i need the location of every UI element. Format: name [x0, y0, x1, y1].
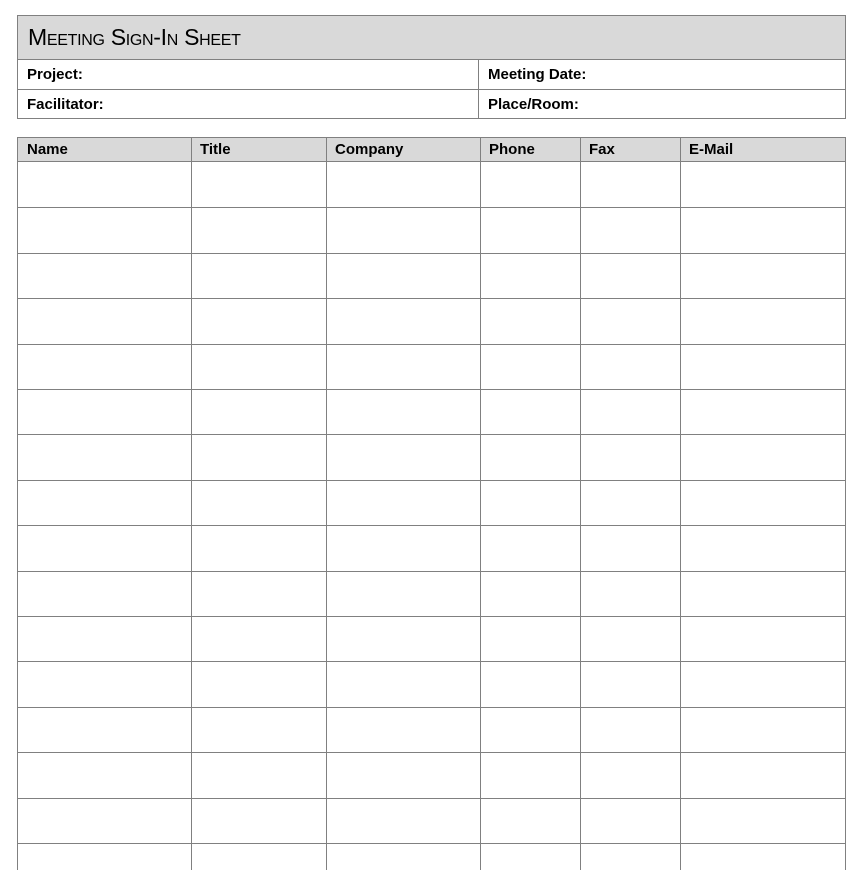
table-cell[interactable] — [18, 344, 191, 389]
place-room-label: Place/Room: — [488, 96, 579, 113]
table-cell[interactable] — [18, 843, 191, 870]
table-cell[interactable] — [326, 752, 480, 797]
table-cell[interactable] — [680, 162, 845, 207]
table-cell[interactable] — [191, 207, 326, 252]
column-header-email: E-Mail — [689, 141, 734, 158]
sign-in-table — [17, 137, 846, 870]
meeting-info-box — [17, 15, 846, 119]
table-cell[interactable] — [191, 298, 326, 343]
table-cell[interactable] — [326, 207, 480, 252]
table-cell[interactable] — [580, 616, 680, 661]
table-cell[interactable] — [191, 752, 326, 797]
column-header-fax: Fax — [589, 141, 615, 158]
table-cell[interactable] — [680, 798, 845, 843]
table-cell[interactable] — [580, 843, 680, 870]
table-cell[interactable] — [326, 616, 480, 661]
facilitator-field[interactable] — [18, 90, 479, 119]
table-cell[interactable] — [480, 298, 580, 343]
table-cell[interactable] — [580, 207, 680, 252]
column-header-row — [18, 138, 845, 162]
table-cell[interactable] — [18, 571, 191, 616]
table-cell[interactable] — [480, 253, 580, 298]
table-cell[interactable] — [480, 162, 580, 207]
table-cell[interactable] — [191, 389, 326, 434]
table-cell[interactable] — [480, 798, 580, 843]
table-cell[interactable] — [680, 344, 845, 389]
table-cell[interactable] — [326, 344, 480, 389]
meeting-date-field[interactable] — [479, 60, 845, 89]
table-cell[interactable] — [580, 707, 680, 752]
table-cell[interactable] — [580, 571, 680, 616]
title-bar — [18, 16, 845, 60]
facilitator-label: Facilitator: — [27, 96, 104, 113]
table-cell[interactable] — [480, 571, 580, 616]
table-cell[interactable] — [480, 616, 580, 661]
table-cell[interactable] — [580, 798, 680, 843]
table-cell[interactable] — [191, 162, 326, 207]
table-cell[interactable] — [580, 752, 680, 797]
table-cell[interactable] — [326, 253, 480, 298]
table-cell[interactable] — [326, 480, 480, 525]
table-cell[interactable] — [18, 253, 191, 298]
table-cell[interactable] — [18, 798, 191, 843]
table-cell[interactable] — [480, 434, 580, 479]
table-cell[interactable] — [480, 707, 580, 752]
table-cell[interactable] — [326, 434, 480, 479]
table-cell[interactable] — [480, 389, 580, 434]
table-cell[interactable] — [191, 525, 326, 570]
table-cell[interactable] — [580, 525, 680, 570]
info-row-facilitator — [18, 90, 845, 119]
table-cell[interactable] — [580, 661, 680, 706]
sheet-title: Meeting Sign-In Sheet — [28, 24, 241, 50]
table-cell[interactable] — [480, 752, 580, 797]
table-cell[interactable] — [680, 480, 845, 525]
table-cell[interactable] — [18, 707, 191, 752]
table-cell[interactable] — [680, 434, 845, 479]
table-cell[interactable] — [191, 434, 326, 479]
table-cell[interactable] — [480, 344, 580, 389]
table-cell[interactable] — [18, 434, 191, 479]
table-cell[interactable] — [191, 616, 326, 661]
table-cell[interactable] — [326, 661, 480, 706]
table-cell[interactable] — [680, 752, 845, 797]
table-cell[interactable] — [326, 843, 480, 870]
table-cell[interactable] — [18, 207, 191, 252]
table-cell[interactable] — [680, 253, 845, 298]
table-cell[interactable] — [326, 389, 480, 434]
table-cell[interactable] — [18, 752, 191, 797]
table-cell[interactable] — [680, 298, 845, 343]
table-cell[interactable] — [480, 480, 580, 525]
table-cell[interactable] — [480, 525, 580, 570]
table-cell[interactable] — [18, 389, 191, 434]
table-cell[interactable] — [680, 616, 845, 661]
table-cell[interactable] — [326, 707, 480, 752]
table-cell[interactable] — [191, 798, 326, 843]
table-cell[interactable] — [580, 480, 680, 525]
table-cell[interactable] — [326, 298, 480, 343]
table-cell[interactable] — [580, 253, 680, 298]
table-cell[interactable] — [680, 661, 845, 706]
table-cell[interactable] — [680, 571, 845, 616]
table-cell[interactable] — [580, 434, 680, 479]
column-header-name: Name — [27, 141, 68, 158]
table-cell[interactable] — [680, 389, 845, 434]
table-cell[interactable] — [191, 661, 326, 706]
project-label: Project: — [27, 66, 83, 83]
table-cell[interactable] — [480, 661, 580, 706]
table-cell[interactable] — [680, 525, 845, 570]
project-field[interactable] — [18, 60, 479, 89]
table-cell[interactable] — [580, 389, 680, 434]
table-cell[interactable] — [18, 661, 191, 706]
table-cell[interactable] — [480, 207, 580, 252]
table-cell[interactable] — [191, 843, 326, 870]
column-header-title: Title — [200, 141, 231, 158]
table-cell[interactable] — [18, 162, 191, 207]
table-cell[interactable] — [680, 207, 845, 252]
table-cell[interactable] — [680, 707, 845, 752]
info-row-project — [18, 60, 845, 90]
table-cell[interactable] — [326, 798, 480, 843]
table-cell[interactable] — [18, 298, 191, 343]
table-cell[interactable] — [326, 162, 480, 207]
table-cell[interactable] — [680, 843, 845, 870]
table-cell[interactable] — [191, 480, 326, 525]
table-cell[interactable] — [18, 616, 191, 661]
meeting-date-label: Meeting Date: — [488, 66, 587, 83]
table-cell[interactable] — [326, 571, 480, 616]
table-cell[interactable] — [191, 253, 326, 298]
column-header-phone: Phone — [489, 141, 535, 158]
table-cell[interactable] — [18, 480, 191, 525]
table-cell[interactable] — [580, 344, 680, 389]
table-cell[interactable] — [580, 298, 680, 343]
place-room-field[interactable] — [479, 90, 845, 119]
table-cell[interactable] — [191, 707, 326, 752]
table-cell[interactable] — [191, 344, 326, 389]
table-cell[interactable] — [18, 525, 191, 570]
table-cell[interactable] — [580, 162, 680, 207]
table-cell[interactable] — [326, 525, 480, 570]
column-header-company: Company — [335, 141, 404, 158]
table-cell[interactable] — [480, 843, 580, 870]
table-cell[interactable] — [191, 571, 326, 616]
